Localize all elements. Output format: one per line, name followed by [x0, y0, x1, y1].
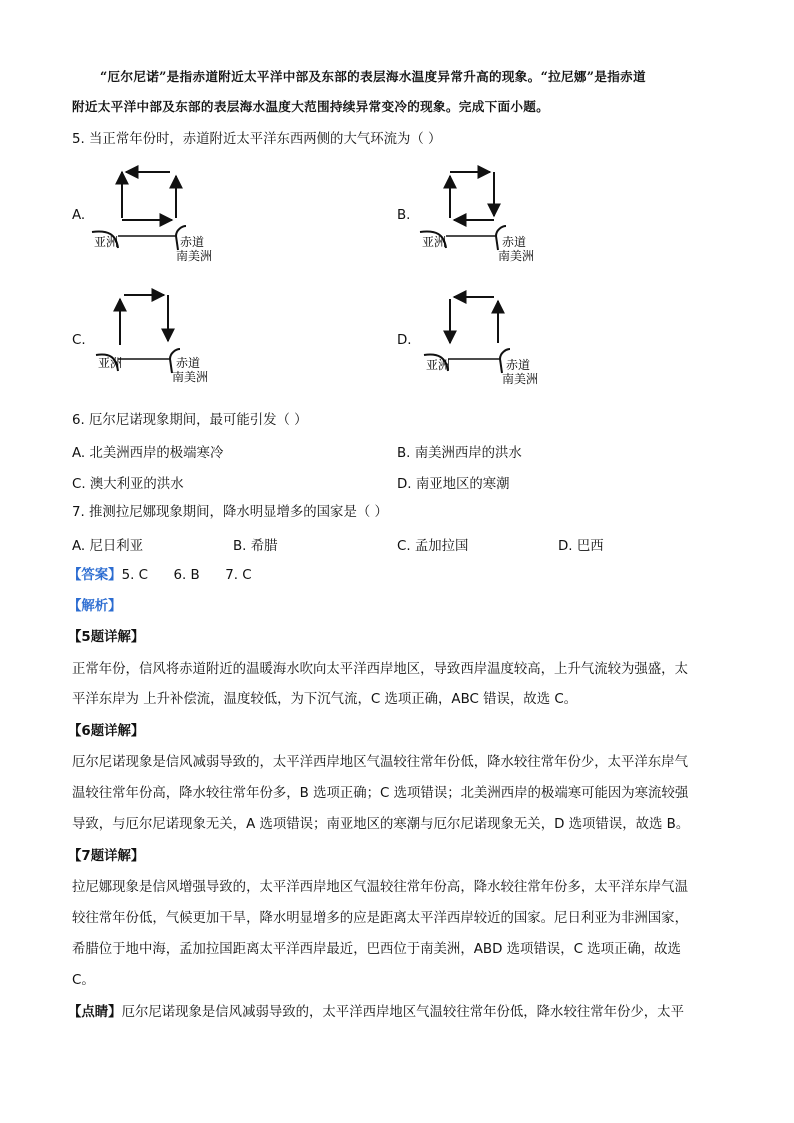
q7-detail-line-3: 希腊位于地中海，孟加拉国距离太平洋西岸最近，巴西位于南美洲，ABD 选项错误，C 选项正确，故选	[72, 942, 681, 957]
q7-detail-line-1: 拉尼娜现象是信风增强导致的，太平洋西岸地区气温较往常年份高，降水较往常年份多，太平洋东岸气温	[72, 880, 688, 895]
q7-option-d: D. 巴西	[558, 539, 604, 554]
q5-a-equator: 赤道	[180, 235, 205, 249]
q7-detail-line-4: C。	[72, 973, 95, 988]
q5-d-south-america: 南美洲	[502, 372, 539, 386]
q5-option-c-diagram	[94, 285, 224, 395]
q5-a-asia: 亚洲	[94, 235, 119, 249]
tip-line	[68, 1003, 684, 1023]
question-5-stem: 5. 当正常年份时，赤道附近太平洋东西两侧的大气环流为（ ）	[72, 132, 442, 147]
q5-option-d-diagram	[422, 285, 552, 395]
q5-c-asia: 亚洲	[98, 356, 123, 370]
q5-option-b-label: B.	[397, 208, 411, 223]
question-7-stem: 7. 推测拉尼娜现象期间，降水明显增多的国家是（ ）	[72, 505, 388, 520]
answer-line	[68, 566, 252, 586]
q7-detail-line-2: 较往常年份低，气候更加干旱，降水明显增多的应是距离太平洋西岸较近的国家。尼日利亚为非洲国家，	[72, 911, 688, 926]
q5-option-d-label: D.	[397, 333, 412, 348]
q5-option-b-diagram	[418, 160, 548, 270]
q5-b-asia: 亚洲	[422, 235, 447, 249]
q7-option-b: B. 希腊	[233, 539, 278, 554]
q5-detail-line-1: 正常年份，信风将赤道附近的温暖海水吹向太平洋西岸地区，导致西岸温度较高，上升气流较为强盛，太	[72, 662, 688, 677]
tip-tag: 【点睛】	[68, 1005, 122, 1020]
q6-detail-line-1: 厄尔尼诺现象是信风减弱导致的，太平洋西岸地区气温较往常年份低，降水较往常年份少，太平洋东岸气	[72, 755, 688, 770]
q5-c-equator: 赤道	[176, 356, 201, 370]
q6-option-a: A. 北美洲西岸的极端寒冷	[72, 446, 224, 461]
tip-text: 厄尔尼诺现象是信风减弱导致的，太平洋西岸地区气温较往常年份低，降水较往常年份少，太平	[121, 1005, 684, 1020]
q7-option-c: C. 孟加拉国	[397, 539, 469, 554]
q5-option-a-diagram	[90, 160, 220, 270]
q5-b-south-america: 南美洲	[498, 249, 535, 263]
answer-tag: 【答案】	[68, 568, 122, 583]
q6-detail-line-3: 导致，与厄尔尼诺现象无关，A 选项错误；南亚地区的寒潮与厄尔尼诺现象无关，D 选项错误，故选 B。	[72, 817, 690, 832]
q6-option-d: D. 南亚地区的寒潮	[397, 477, 510, 492]
q5-option-a-label: A.	[72, 208, 86, 223]
q6-option-c: C. 澳大利亚的洪水	[72, 477, 184, 492]
q6-option-b: B. 南美洲西岸的洪水	[397, 446, 522, 461]
analysis-tag: 【解析】	[68, 599, 122, 614]
intro-line-1: “厄尔尼诺”是指赤道附近太平洋中部及东部的表层海水温度异常升高的现象。“拉尼娜”是指赤道	[100, 69, 646, 84]
q5-d-equator: 赤道	[506, 358, 531, 372]
q7-option-a: A. 尼日利亚	[72, 539, 143, 554]
q5-a-south-america: 南美洲	[176, 249, 213, 263]
q5-c-south-america: 南美洲	[172, 370, 209, 384]
answer-text: 5. C 6. B 7. C	[121, 568, 252, 583]
intro-line-2: 附近太平洋中部及东部的表层海水温度大范围持续异常变冷的现象。完成下面小题。	[72, 99, 550, 114]
q6-detail-line-2: 温较往常年份高，降水较往常年份多，B 选项正确；C 选项错误；北美洲西岸的极端寒可能因为寒流较强	[72, 786, 689, 801]
q5-detail-tag: 【5题详解】	[68, 630, 145, 645]
q6-detail-tag: 【6题详解】	[68, 724, 145, 739]
q7-detail-tag: 【7题详解】	[68, 849, 145, 864]
q5-option-c-label: C.	[72, 333, 86, 348]
q5-d-asia: 亚洲	[426, 358, 451, 372]
q5-b-equator: 赤道	[502, 235, 527, 249]
q5-detail-line-2: 平洋东岸为 上升补偿流，温度较低，为下沉气流，C 选项正确，ABC 错误，故选 C。	[72, 692, 578, 707]
question-6-stem: 6. 厄尔尼诺现象期间，最可能引发（ ）	[72, 413, 308, 428]
